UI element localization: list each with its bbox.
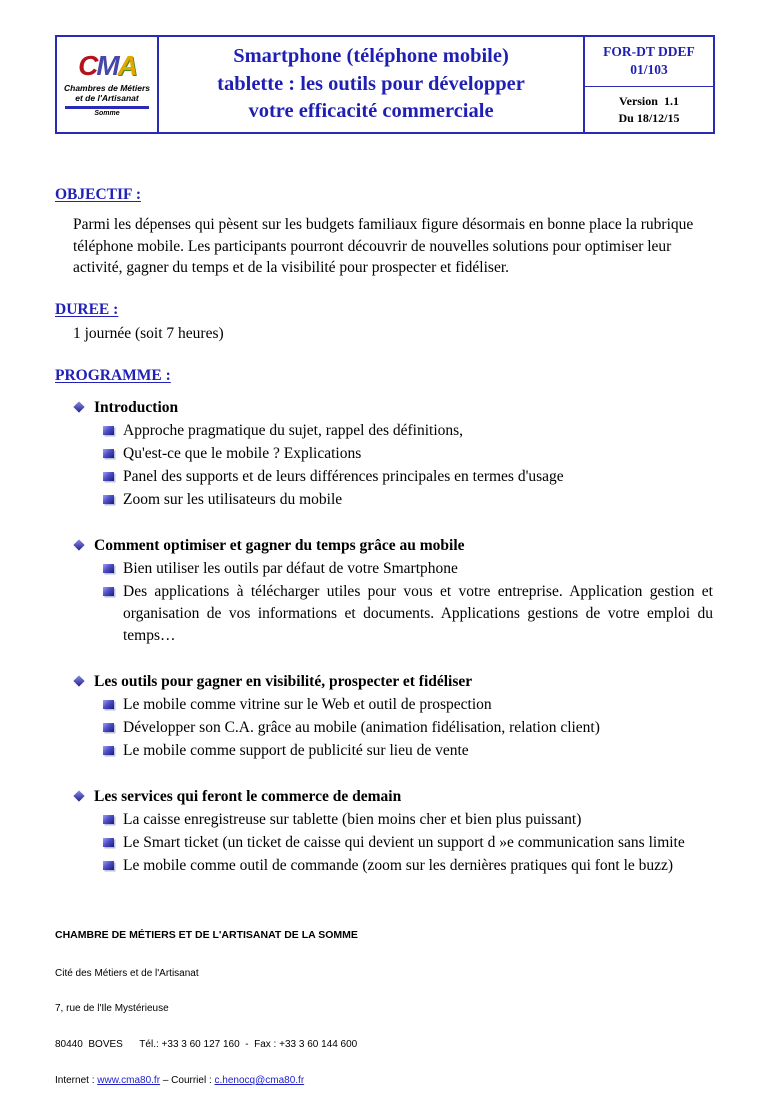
list-item [75,558,713,580]
list-item [75,809,713,831]
diamond-bullet-icon [73,539,84,550]
programme-list [55,397,713,877]
cma-logo [57,37,159,132]
square-bullet-icon [103,495,114,504]
square-bullet-icon [103,723,114,732]
diamond-bullet-icon [73,401,84,412]
list-item [75,717,713,739]
cma-logo-letters [78,49,136,81]
group-title-row [75,397,713,419]
website-link[interactable]: www.cma80.fr [97,1074,161,1086]
group-title-row [75,535,713,557]
square-bullet-icon [103,861,114,870]
version-line: Version 1.1 [619,94,679,109]
square-bullet-icon [103,746,114,755]
list-item [75,740,713,762]
title-line-2: tablette : les outils pour développer [217,72,525,95]
objectif-paragraph: Parmi les dépenses qui pèsent sur les budgets familiaux figure désormais en bonne place la rubrique téléphone mobile. Les participants pourront découvrir de nouvelles solutions pour optimiser leur activité, gagner du temps et de la visibilité pour prospecter et fidéliser. [73,216,694,277]
document-header-table [55,35,715,134]
list-item [75,694,713,716]
document-version-info [585,87,713,132]
item-text: Bien utiliser les outils par défaut de votre Smartphone [123,560,458,578]
group-title: Introduction [94,399,179,417]
footer-address-line2: 7, rue de l'Ile Mystérieuse [55,1003,169,1015]
item-text: Approche pragmatique du sujet, rappel des définitions, [123,422,464,440]
document-reference-cell [585,37,713,132]
footer-address-line1: Cité des Métiers et de l'Artisanat [55,967,199,979]
document-footer [55,906,715,1110]
footer-courriel-label: – Courriel : [160,1074,215,1086]
group-title: Les outils pour gagner en visibilité, prospecter et fidéliser [94,673,473,691]
heading-programme: PROGRAMME : [55,367,171,385]
logo-region-label: Somme [94,110,120,118]
group-title: Comment optimiser et gagner du temps grâce au mobile [94,537,465,555]
logo-letter-c: C [78,49,97,81]
logo-letter-a: A [117,49,136,81]
programme-group-visibilite [75,671,713,762]
square-bullet-icon [103,587,114,596]
footer-links-line [55,1075,715,1087]
square-bullet-icon [103,564,114,573]
footer-internet-label: Internet : [55,1074,98,1086]
group-title-row [75,671,713,693]
square-bullet-icon [103,700,114,709]
logo-letter-m: M [96,49,118,81]
square-bullet-icon [103,838,114,847]
group-title-row [75,786,713,808]
item-text: Le mobile comme vitrine sur le Web et outil de prospection [123,696,492,714]
list-item [75,855,713,877]
heading-duree: DUREE : [55,301,119,319]
diamond-bullet-icon [73,675,84,686]
title-line-3: votre efficacité commerciale [248,100,494,123]
list-item [75,443,713,465]
document-title [159,37,585,132]
logo-org-name [64,83,150,103]
programme-group-services [75,786,713,877]
item-text: Développer son C.A. grâce au mobile (animation fidélisation, relation client) [123,719,600,737]
logo-org-line2: et de l'Artisanat [75,93,139,103]
item-text: Qu'est-ce que le mobile ? Explications [123,445,362,463]
list-item [75,581,713,647]
diamond-bullet-icon [73,790,84,801]
email-link[interactable]: c.henocq@cma80.fr [214,1074,305,1086]
footer-contact-line: 80440 BOVES Tél.: +33 3 60 127 160 - Fax : +33 3 60 144 600 [55,1039,358,1051]
ref-code-line2: 01/103 [630,61,668,77]
item-text: Le Smart ticket (un ticket de caisse qui devient un support d »e communication sans limite [123,834,685,852]
version-date: Du 18/12/15 [618,110,680,125]
programme-group-optimiser [75,535,713,647]
ref-code-line1: FOR-DT DDEF [603,44,695,59]
document-ref-code [585,37,713,87]
logo-org-line1: Chambres de Métiers [64,82,150,93]
list-item [75,466,713,488]
item-text: Zoom sur les utilisateurs du mobile [123,491,343,509]
square-bullet-icon [103,449,114,458]
programme-group-introduction [75,397,713,511]
list-item [75,489,713,511]
title-line-1: Smartphone (téléphone mobile) [233,45,509,67]
item-text: La caisse enregistreuse sur tablette (bien moins cher et bien plus puissant) [123,811,582,829]
item-text: Le mobile comme outil de commande (zoom sur les dernières pratiques qui font le buzz) [123,857,674,875]
heading-objectif: OBJECTIF : [55,186,141,204]
square-bullet-icon [103,472,114,481]
footer-org-name: CHAMBRE DE MÉTIERS ET DE L'ARTISANAT DE LA SOMME [55,929,358,942]
square-bullet-icon [103,426,114,435]
square-bullet-icon [103,815,114,824]
item-text: Des applications à télécharger utiles pour vous et votre entreprise. Application gestion et organisation de vos informations et documents. Applications gestions de votre emploi du temps… [123,583,713,645]
list-item [75,420,713,442]
duree-text: 1 journée (soit 7 heures) [73,325,224,343]
group-title: Les services qui feront le commerce de demain [94,788,402,806]
list-item [75,832,713,854]
logo-divider-bar [65,106,149,109]
item-text: Le mobile comme support de publicité sur lieu de vente [123,742,469,760]
item-text: Panel des supports et de leurs différences principales en termes d'usage [123,468,564,486]
